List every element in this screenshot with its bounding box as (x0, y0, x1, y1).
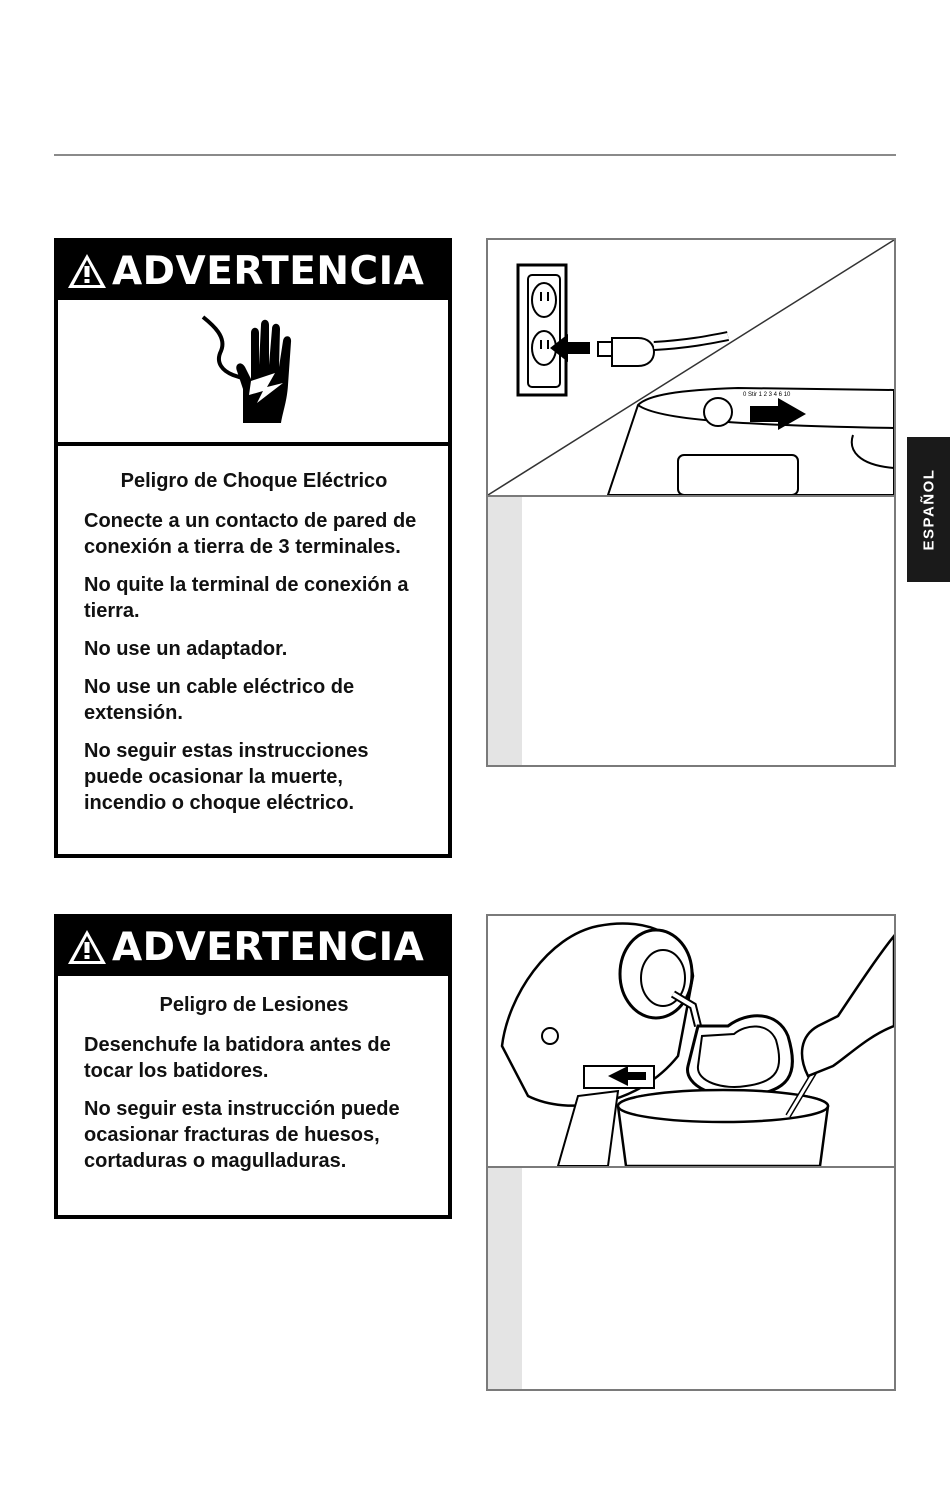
warning-title: Peligro de Choque Eléctrico (120, 470, 388, 492)
outlet-and-mixer-drawing (488, 240, 894, 495)
step-box-unplug (486, 238, 896, 767)
warning-line: No seguir estas instrucciones puede ocasionar la muerte, incendio o choque eléctrico. (84, 740, 369, 814)
step-number-column (488, 1168, 522, 1389)
warning-title: Peligro de Lesiones (159, 994, 349, 1016)
step-text-area (488, 497, 894, 765)
top-rule (54, 154, 896, 156)
step-number-column (488, 497, 522, 765)
warning-line: Conecte a un contacto de pared de conexión a tierra de 3 terminales. (84, 510, 417, 558)
warning-body (58, 446, 448, 816)
language-tab-label: ESPAÑOL (920, 468, 937, 551)
warning-triangle-icon (66, 928, 108, 966)
speed-markings: 0 Stir 1 2 3 4 6 10 (743, 392, 791, 398)
warning-heading: ADVERTENCIA (112, 248, 425, 294)
warning-box-injury (54, 914, 452, 1219)
warning-heading: ADVERTENCIA (112, 924, 425, 970)
step-box-beater (486, 914, 896, 1391)
hazard-pictogram (58, 300, 448, 446)
step-text-area (488, 1168, 894, 1389)
warning-line: No seguir esta instrucción puede ocasionar fracturas de huesos, cortaduras o magulladuras. (84, 1098, 400, 1172)
warning-header (58, 918, 448, 976)
electric-shock-hand-icon (193, 311, 313, 431)
warning-line: No quite la terminal de conexión a tierra. (84, 574, 409, 622)
warning-header (58, 242, 448, 300)
warning-triangle-icon (66, 252, 108, 290)
warning-box-electric-shock (54, 238, 452, 858)
warning-line: No use un cable eléctrico de extensión. (84, 676, 355, 724)
warning-line: No use un adaptador. (84, 638, 288, 660)
mixer-beater-bowl-illustration (488, 916, 894, 1168)
warning-line: Desenchufe la batidora antes de tocar los batidores. (84, 1034, 391, 1082)
warning-body (58, 976, 448, 1174)
mixer-beater-drawing (488, 916, 894, 1166)
plug-into-outlet-illustration (488, 240, 894, 497)
language-tab (907, 437, 950, 582)
